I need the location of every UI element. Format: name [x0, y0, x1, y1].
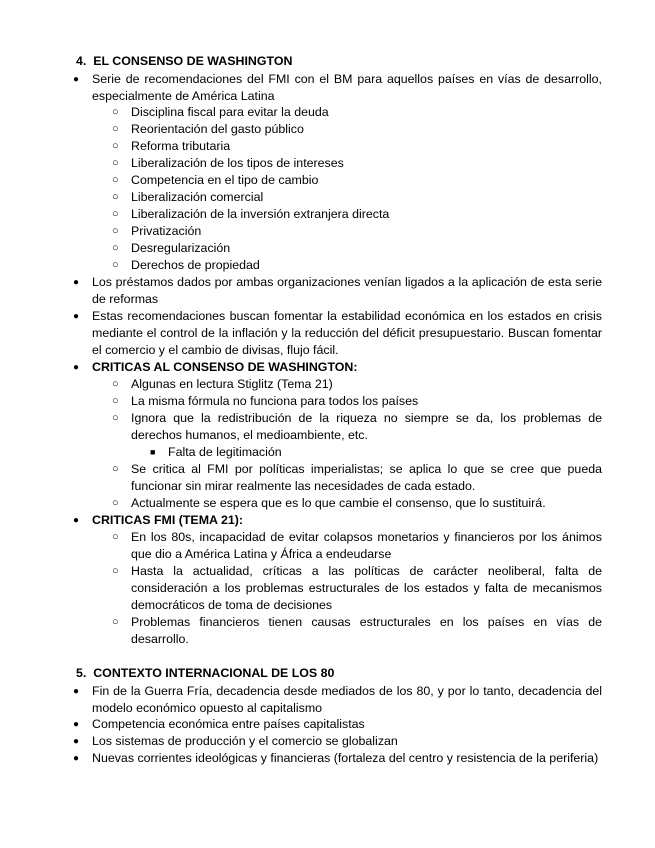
sub-list-item: Liberalización de la inversión extranjera directa — [131, 207, 390, 221]
sub-sub-list-item: Falta de legitimación — [168, 445, 282, 459]
bullet-hollow-icon: ○ — [112, 123, 119, 135]
section-4-heading — [76, 53, 292, 70]
bullet-filled-icon: ● — [73, 515, 80, 526]
sub-list-item: Privatización — [131, 224, 202, 238]
section-5-number: 5. — [76, 666, 87, 680]
sub-list-item: Reorientación del gasto público — [131, 122, 304, 136]
bullet-hollow-icon: ○ — [112, 106, 119, 118]
bullet-hollow-icon: ○ — [112, 395, 119, 407]
sub-list-item: Se critica al FMI por políticas imperialistas; se aplica lo que se cree que pueda funcionar sin mirar realmente las necesidades de cada estado. — [131, 462, 602, 493]
bullet-hollow-icon: ○ — [112, 565, 119, 577]
bullet-hollow-icon: ○ — [112, 497, 119, 509]
sub-list-item: Competencia en el tipo de cambio — [131, 173, 319, 187]
list-item: Serie de recomendaciones del FMI con el BM para aquellos países en vías de desarrollo, especialmente de América Latina — [92, 72, 602, 103]
bullet-filled-icon: ● — [73, 362, 80, 373]
bullet-hollow-icon: ○ — [112, 140, 119, 152]
bullet-hollow-icon: ○ — [112, 157, 119, 169]
criticas-heading: CRITICAS AL CONSENSO DE WASHINGTON: — [92, 360, 358, 374]
bullet-filled-icon: ● — [73, 277, 80, 288]
bullet-hollow-icon: ○ — [112, 412, 119, 424]
bullet-hollow-icon: ○ — [112, 463, 119, 475]
list-item: Competencia económica entre países capitalistas — [92, 717, 365, 731]
bullet-square-icon: ■ — [150, 447, 156, 457]
sub-list-item: La misma fórmula no funciona para todos los países — [131, 394, 419, 408]
bullet-hollow-icon: ○ — [112, 242, 119, 254]
sub-list-item: Actualmente se espera que es lo que cambie el consenso, que lo sustituirá. — [131, 496, 546, 510]
sub-list-item: Derechos de propiedad — [131, 258, 260, 272]
bullet-filled-icon: ● — [73, 736, 80, 747]
bullet-hollow-icon: ○ — [112, 191, 119, 203]
fmi-heading: CRITICAS FMI (TEMA 21): — [92, 513, 243, 527]
bullet-hollow-icon: ○ — [112, 378, 119, 390]
list-item: Fin de la Guerra Fría, decadencia desde mediados de los 80, y por lo tanto, decadencia del modelo económico opuesto al capitalismo — [92, 684, 602, 715]
sub-list-item: Ignora que la redistribución de la riqueza no siempre se da, los problemas de derechos humanos, el medioambiente, etc. — [131, 411, 602, 442]
list-item: Los préstamos dados por ambas organizaciones venían ligados a la aplicación de esta serie de reformas — [92, 275, 602, 306]
bullet-filled-icon: ● — [73, 753, 80, 764]
sub-list-item: Desregularización — [131, 241, 231, 255]
section-5-title: CONTEXTO INTERNACIONAL DE LOS 80 — [93, 666, 335, 680]
sub-list-item: Problemas financieros tienen causas estructurales en los países en vías de desarrollo. — [131, 615, 602, 646]
section-4-number: 4. — [76, 54, 87, 68]
bullet-hollow-icon: ○ — [112, 208, 119, 220]
section-4-title: EL CONSENSO DE WASHINGTON — [93, 54, 293, 68]
list-item: Estas recomendaciones buscan fomentar la estabilidad económica en los estados en crisis mediante el control de la inflación y la reducción del déficit presupuestario. Buscan fomentar el comercio y el cambio de divisas, flujo fácil. — [92, 309, 602, 357]
sub-list-item: En los 80s, incapacidad de evitar colapsos monetarios y financieros por los ánimos que dio a América Latina y África a endeudarse — [131, 530, 602, 561]
bullet-hollow-icon: ○ — [112, 531, 119, 543]
bullet-hollow-icon: ○ — [112, 174, 119, 186]
sub-list-item: Liberalización de los tipos de intereses — [131, 156, 344, 170]
sub-list-item: Hasta la actualidad, críticas a las políticas de carácter neoliberal, falta de consideración a los problemas estructurales de los estados y falta de mecanismos democráticos de toma de decisiones — [131, 564, 602, 612]
sub-list-item: Reforma tributaria — [131, 139, 231, 153]
section-5-heading — [76, 665, 334, 682]
bullet-hollow-icon: ○ — [112, 616, 119, 628]
list-item: Los sistemas de producción y el comercio se globalizan — [92, 734, 398, 748]
bullet-filled-icon: ● — [73, 74, 80, 85]
bullet-hollow-icon: ○ — [112, 225, 119, 237]
bullet-filled-icon: ● — [73, 719, 80, 730]
sub-list-item: Liberalización comercial — [131, 190, 264, 204]
sub-list-item: Algunas en lectura Stiglitz (Tema 21) — [131, 377, 333, 391]
bullet-filled-icon: ● — [73, 686, 80, 697]
list-item: Nuevas corrientes ideológicas y financieras (fortaleza del centro y resistencia de la periferia) — [92, 751, 599, 765]
bullet-filled-icon: ● — [73, 311, 80, 322]
bullet-hollow-icon: ○ — [112, 259, 119, 271]
sub-list-item: Disciplina fiscal para evitar la deuda — [131, 105, 329, 119]
